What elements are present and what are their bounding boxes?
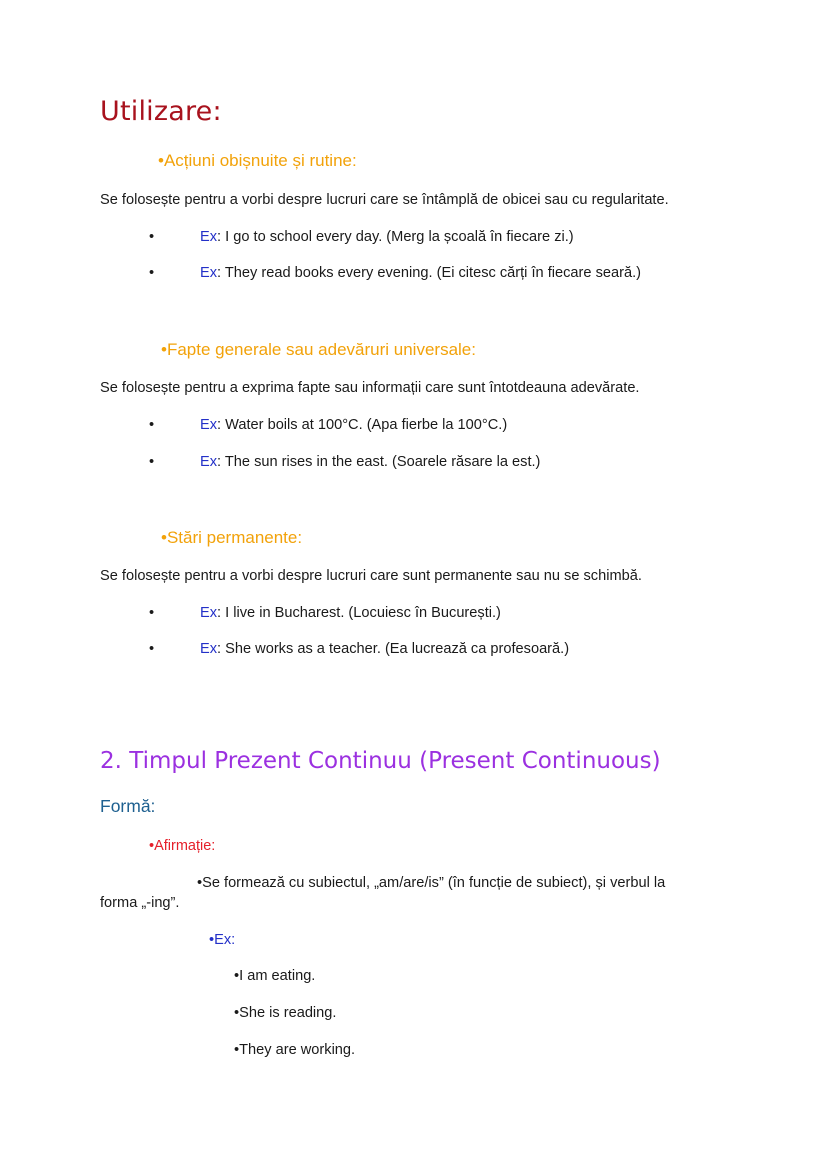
example-text: : The sun rises in the east. (Soarele răsare la est.) xyxy=(217,454,541,470)
examples-label: •Ex: xyxy=(209,932,236,948)
example-label: Ex xyxy=(200,417,218,433)
bullet-icon: • xyxy=(149,417,155,433)
example-label: Ex xyxy=(200,265,218,281)
example-item xyxy=(200,417,507,433)
section-title-general-facts: •Fapte generale sau adevăruri universale: xyxy=(161,340,476,359)
example-label: Ex xyxy=(200,229,218,245)
form-heading: Formă: xyxy=(100,796,156,816)
example-text: : I live in Bucharest. (Locuiesc în București.) xyxy=(217,605,501,621)
example-label: Ex xyxy=(200,641,218,657)
section-title-permanent-states: •Stări permanente: xyxy=(161,528,303,547)
section-description-habitual-actions: Se folosește pentru a vorbi despre lucruri care se întâmplă de obicei sau cu regularitate. xyxy=(100,192,669,208)
example-text: : She works as a teacher. (Ea lucrează ca profesoară.) xyxy=(217,641,570,657)
example-item: •They are working. xyxy=(234,1042,356,1058)
bullet-icon: • xyxy=(149,454,155,470)
rule-line-2: forma „-ing”. xyxy=(100,895,180,911)
section-title-habitual-actions: •Acțiuni obișnuite și rutine: xyxy=(158,151,357,170)
section-description-permanent-states: Se folosește pentru a vorbi despre lucruri care sunt permanente sau nu se schimbă. xyxy=(100,568,642,584)
bullet-icon: • xyxy=(149,265,155,281)
affirmation-title: •Afirmație: xyxy=(149,838,216,854)
example-item xyxy=(200,454,540,470)
example-item xyxy=(200,229,574,245)
usage-heading: Utilizare: xyxy=(100,96,222,127)
bullet-icon: • xyxy=(149,229,155,245)
bullet-icon: • xyxy=(149,605,155,621)
example-item xyxy=(200,641,569,657)
bullet-icon: • xyxy=(149,641,155,657)
present-continuous-heading: 2. Timpul Prezent Continuu (Present Continuous) xyxy=(100,748,661,774)
example-label: Ex xyxy=(200,605,218,621)
example-text: : Water boils at 100°C. (Apa fierbe la 100°C.) xyxy=(217,417,508,433)
rule-line-1: •Se formează cu subiectul, „am/are/is” (în funcție de subiect), și verbul la xyxy=(197,875,666,891)
example-item xyxy=(200,605,501,621)
section-description-general-facts: Se folosește pentru a exprima fapte sau informații care sunt întotdeauna adevărate. xyxy=(100,380,640,396)
example-item: •I am eating. xyxy=(234,968,316,984)
example-label: Ex xyxy=(200,454,218,470)
example-text: : I go to school every day. (Merg la școală în fiecare zi.) xyxy=(217,229,574,245)
example-item xyxy=(200,265,641,281)
example-text: : They read books every evening. (Ei citesc cărți în fiecare seară.) xyxy=(217,265,641,281)
example-item: •She is reading. xyxy=(234,1005,337,1021)
